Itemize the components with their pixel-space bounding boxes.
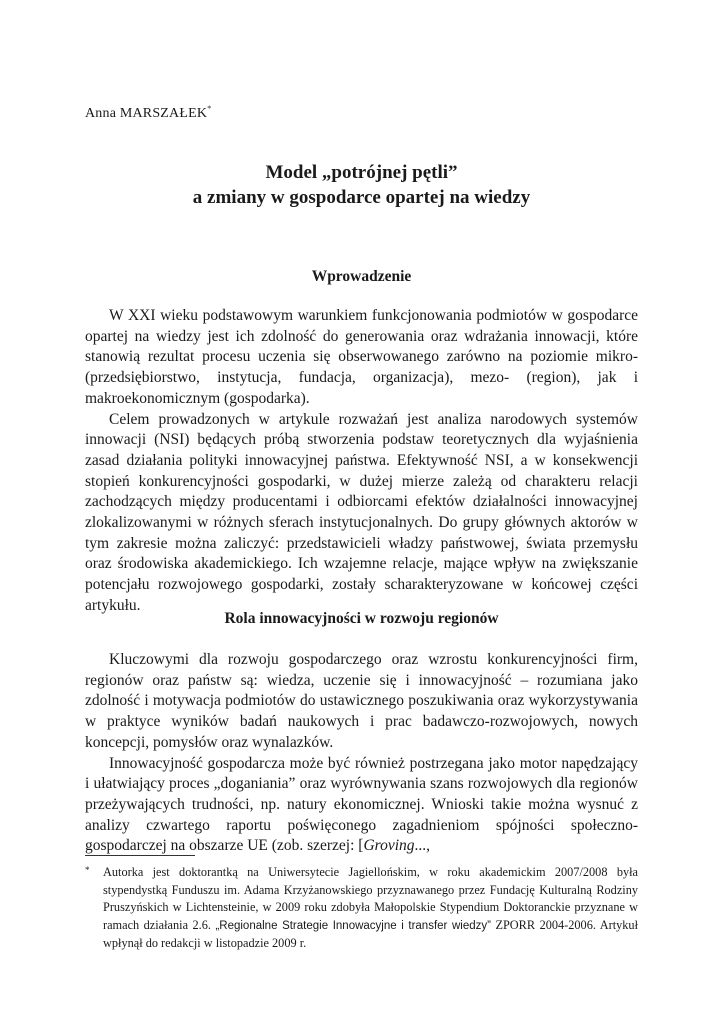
citation-tail: ..., [414, 837, 431, 855]
section-body-introduction [85, 306, 638, 617]
paper-title [85, 160, 638, 210]
title-line-1: Model „potrójnej pętli” [265, 162, 458, 183]
section-body-regions [85, 650, 638, 857]
footnote-rule [85, 855, 195, 856]
footnote-text [103, 864, 638, 953]
footnote-program-name: „Regionalne Strategie Innowacyjne i transfer wiedzy” [215, 919, 491, 932]
author-first-name: Anna [85, 106, 117, 121]
footnote-text-part2: ZPORR 2004-2006. Artykuł wpłynął do redakcji w listopadzie 2009 r. [103, 917, 638, 950]
paragraph: W XXI wieku podstawowym warunkiem funkcjonowania podmiotów w gospodarce opartej na wiedzy jest ich zdolność do generowania oraz wdrażania innowacji, które stanowią rezultat procesu uczenia się obserwowanego zarówno na poziomie mikro- (przedsiębiorstwo, instytucja, fundacja, organizacja), mezo- (region), jak i makroekonomicznym (gospodarka). [85, 307, 638, 407]
paragraph-text: Innowacyjność gospodarcza może być również postrzegana jako motor napędzający i ułatwiający proces „doganiania” oraz wyrównywania szans rozwojowych dla regionów przeżywających trudności, np. natury ekonomicznej. Wnioski takie można wysnuć z analizy czwartego raportu poświęconego zagadnieniom spójności społeczno-gospodarczej na obszarze UE (zob. szerzej: [ [85, 754, 638, 855]
paragraph [85, 754, 638, 858]
section-heading-regions: Rola innowacyjności w rozwoju regionów [224, 610, 499, 627]
author-footnote-marker: * [207, 104, 212, 113]
section-heading-introduction: Wprowadzenie [311, 268, 412, 285]
footnote-marker: * [85, 865, 90, 875]
author-last-name: MARSZAŁEK [119, 106, 208, 121]
title-line-2: a zmiany w gospodarce opartej na wiedzy [192, 187, 531, 208]
citation-title: Groving [363, 837, 415, 855]
paragraph: Celem prowadzonych w artykule rozważań jest analiza narodowych systemów innowacji (NSI) będących próbą stworzenia podstaw teoretycznych dla wyjaśnienia zasad działania polityki innowacyjnej państwa. Efektywność NSI, a w konsekwencji stopień konkurencyjności gospodarki, w dużej mierze zależą od charakteru relacji zachodzących między producentami i odbiorcami efektów działalności innowacyjnej zlokalizowanymi w różnych sferach instytucjonalnych. Do grupy głównych aktorów w tym zakresie można zaliczyć: przedstawicieli władzy państwowej, świata przemysłu oraz środowiska akademickiego. Ich wzajemne relacje, mające wpływ na zwiększanie potencjału rozwojowego gospodarki, zostały scharakteryzowane w końcowej części artykułu. [85, 410, 638, 614]
author-line [85, 104, 211, 122]
footnote-text-part1: Autorka jest doktorantką na Uniwersytecie Jagiellońskim, w roku akademickim 2007/2008 była stypendystką Funduszu im. Adama Krzyżanowskiego przyznawanego przez Fundację Kulturalną Rodziny Pruszyńskich w Lichtensteinie, w 2009 roku zdobyła Małopolskie Stypendium Doktoranckie przyznane w ramach działania 2.6. [103, 865, 638, 932]
paragraph: Kluczowymi dla rozwoju gospodarczego oraz wzrostu konkurencyjności firm, regionów oraz państw są: wiedza, uczenie się i innowacyjność – rozumiana jako zdolność i motywacja podmiotów do ustawicznego poszukiwania oraz wykorzystywania w praktyce wyników badań naukowych i prac badawczo-rozwojowych, nowych koncepcji, pomysłów oraz wynalazków. [85, 651, 638, 751]
footnote [85, 864, 638, 953]
